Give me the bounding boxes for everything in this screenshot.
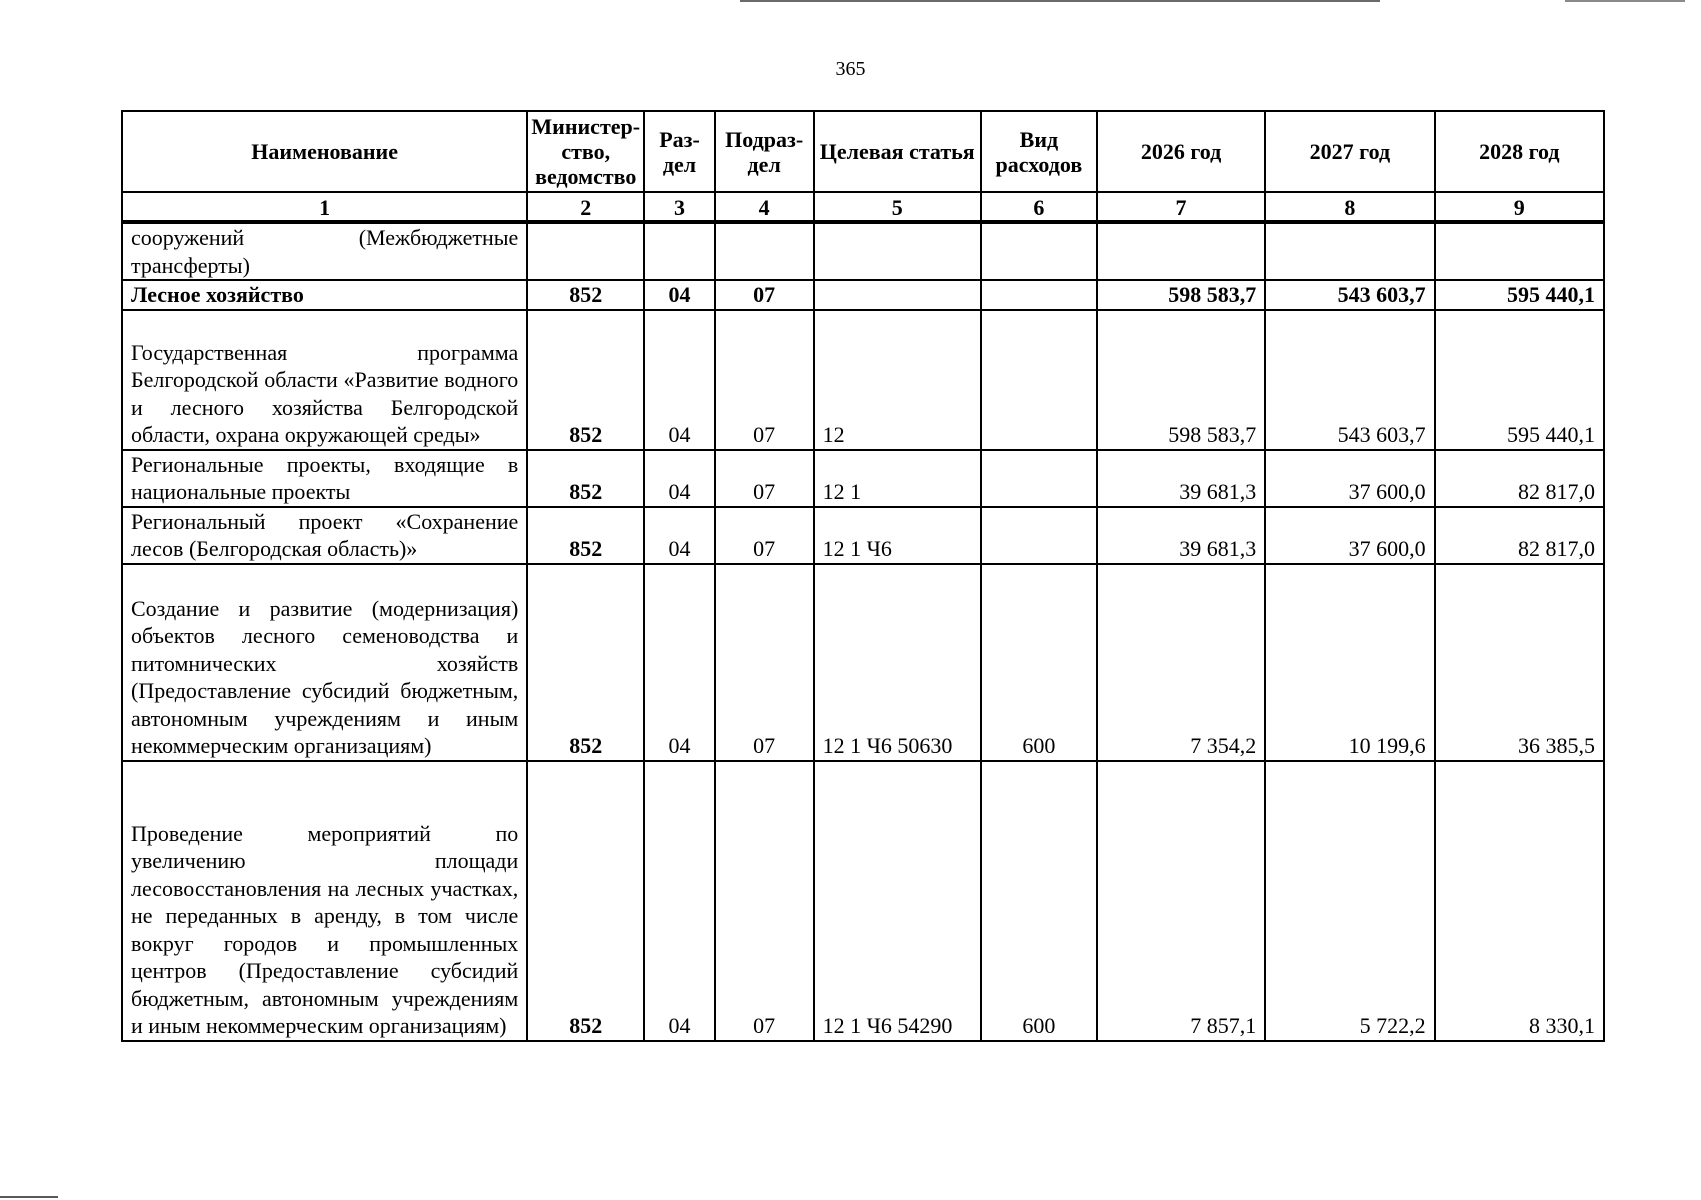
row-2026: 598 583,7 [1097,310,1265,450]
scan-edge-top [740,0,1380,2]
row-subsection: 07 [715,280,814,310]
row-section: 04 [644,761,715,1041]
row-ministry: 852 [527,564,644,761]
row-2026: 7 857,1 [1097,761,1265,1041]
row-subsection: 07 [715,450,814,507]
column-numbers-row [122,192,1604,222]
row-2027: 37 600,0 [1265,450,1434,507]
row-section: 04 [644,507,715,564]
column-number: 8 [1265,192,1434,222]
row-2027: 5 722,2 [1265,761,1434,1041]
row-2026 [1097,222,1265,280]
budget-table [121,110,1605,1042]
table-row [122,310,1604,450]
row-2028: 82 817,0 [1435,507,1604,564]
row-target: 12 1 Ч6 54290 [814,761,981,1041]
header-2027: 2027 год [1265,111,1434,192]
row-section [644,222,715,280]
row-2028: 82 817,0 [1435,450,1604,507]
row-target: 12 1 [814,450,981,507]
row-ministry: 852 [527,280,644,310]
row-2028 [1435,222,1604,280]
header-2028: 2028 год [1435,111,1604,192]
row-target: 12 1 Ч6 [814,507,981,564]
row-name: сооружений (Межбюджетные трансферты) [122,222,527,280]
row-2028: 36 385,5 [1435,564,1604,761]
header-2026: 2026 год [1097,111,1265,192]
row-subsection [715,222,814,280]
table-row [122,450,1604,507]
row-target: 12 [814,310,981,450]
column-number: 6 [981,192,1097,222]
column-number: 2 [527,192,644,222]
column-number: 1 [122,192,527,222]
row-2027: 37 600,0 [1265,507,1434,564]
header-target: Целевая статья [814,111,981,192]
column-number: 9 [1435,192,1604,222]
column-number: 4 [715,192,814,222]
row-2028: 595 440,1 [1435,310,1604,450]
row-name: Региональный проект «Сохранение лесов (Белгородская область)» [122,507,527,564]
table-row [122,222,1604,280]
row-section: 04 [644,450,715,507]
header-section: Раз-дел [644,111,715,192]
row-expense-type [981,310,1097,450]
column-number: 3 [644,192,715,222]
row-ministry: 852 [527,450,644,507]
row-expense-type [981,280,1097,310]
row-2027: 10 199,6 [1265,564,1434,761]
row-target [814,222,981,280]
row-target [814,280,981,310]
row-expense-type [981,222,1097,280]
row-name: Государственная программа Белгородской области «Развитие водного и лесного хозяйства Белгородской области, охрана окружающей среды» [122,310,527,450]
table-row [122,280,1604,310]
header-name: Наименование [122,111,527,192]
header-subsection: Подраз-дел [715,111,814,192]
table-row [122,564,1604,761]
header-expense-type: Вид расходов [981,111,1097,192]
row-subsection: 07 [715,310,814,450]
page-number: 365 [835,58,866,80]
row-expense-type [981,507,1097,564]
row-name: Региональные проекты, входящие в национальные проекты [122,450,527,507]
row-expense-type: 600 [981,564,1097,761]
row-ministry: 852 [527,310,644,450]
row-ministry: 852 [527,507,644,564]
row-expense-type: 600 [981,761,1097,1041]
header-row [122,111,1604,192]
scan-edge-bottom [0,1196,58,1198]
row-expense-type [981,450,1097,507]
row-2026: 39 681,3 [1097,507,1265,564]
column-number: 7 [1097,192,1265,222]
row-subsection: 07 [715,507,814,564]
row-name: Проведение мероприятий по увеличению площади лесовосстановления на лесных участках, не переданных в аренду, в том числе вокруг городов и промышленных центров (Предоставление субсидий бюджетным, автономным учреждениям и иным некоммерческим организациям) [122,761,527,1041]
column-number: 5 [814,192,981,222]
row-name: Создание и развитие (модернизация) объектов лесного семеноводства и питомнических хозяйств (Предоставление субсидий бюджетным, автономным учреждениям и иным некоммерческим организациям) [122,564,527,761]
row-2026: 39 681,3 [1097,450,1265,507]
row-ministry [527,222,644,280]
row-2027 [1265,222,1434,280]
row-ministry: 852 [527,761,644,1041]
row-2027: 543 603,7 [1265,280,1434,310]
row-target: 12 1 Ч6 50630 [814,564,981,761]
row-section: 04 [644,564,715,761]
row-subsection: 07 [715,761,814,1041]
row-section: 04 [644,280,715,310]
row-2028: 8 330,1 [1435,761,1604,1041]
scan-edge-top-right [1565,0,1685,2]
row-2026: 598 583,7 [1097,280,1265,310]
row-name: Лесное хозяйство [122,280,527,310]
row-section: 04 [644,310,715,450]
row-2028: 595 440,1 [1435,280,1604,310]
row-subsection: 07 [715,564,814,761]
header-ministry: Министер-ство, ведомство [527,111,644,192]
row-2027: 543 603,7 [1265,310,1434,450]
table-row [122,507,1604,564]
table-row [122,761,1604,1041]
row-2026: 7 354,2 [1097,564,1265,761]
